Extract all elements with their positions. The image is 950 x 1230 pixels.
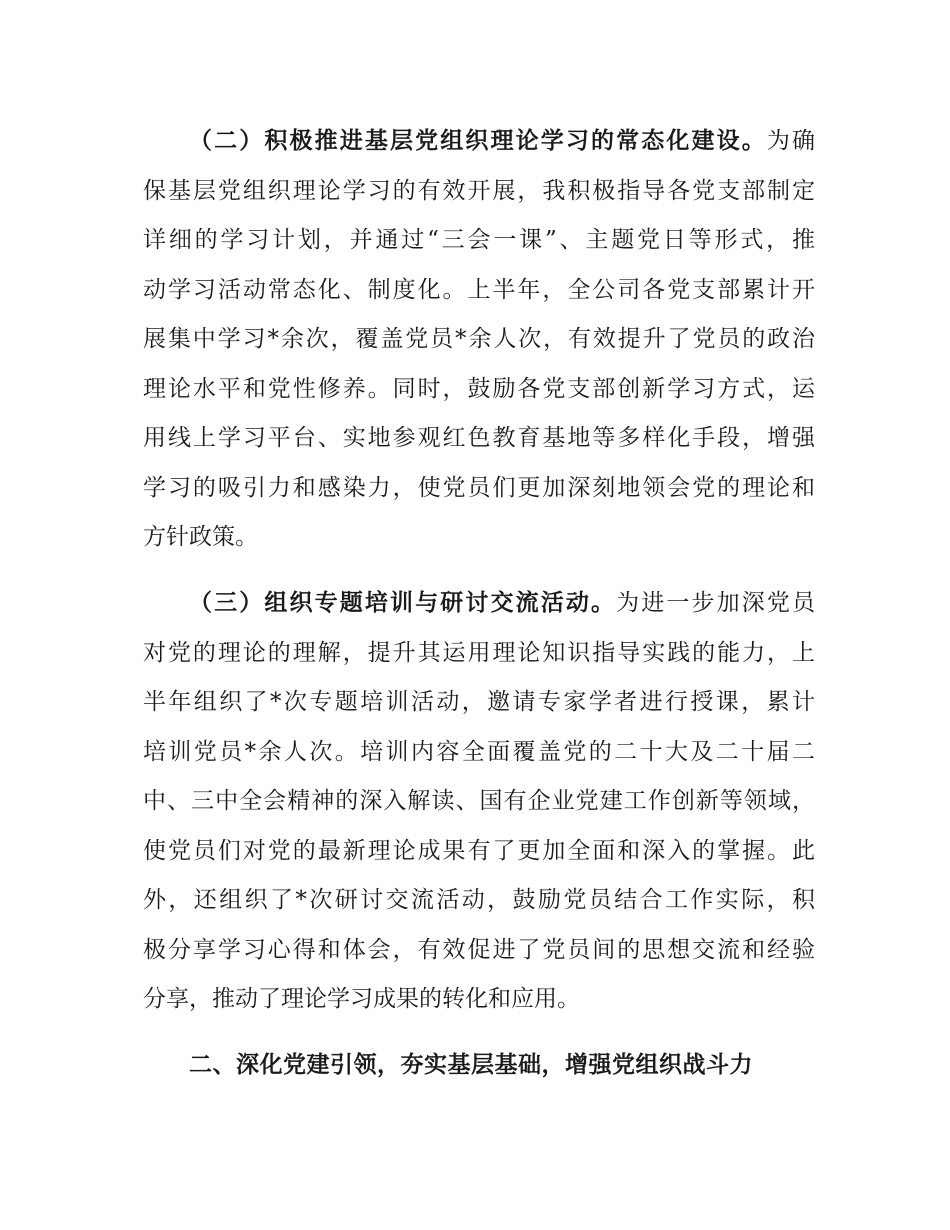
paragraph-theory-study	[143, 117, 815, 563]
paragraph-line: 外，还组织了*次研讨交流活动，鼓励党员结合工作实际，积	[143, 887, 815, 913]
paragraph-lead: （二）积极推进基层党组织理论学习的常态化建设。	[189, 128, 767, 154]
paragraph-line: 展集中学习*余次，覆盖党员*余人次，有效提升了党员的政治	[143, 326, 815, 352]
paragraph-line: 培训党员*余人次。培训内容全面覆盖党的二十大及二十届二	[143, 738, 815, 765]
paragraph-line: 中、三中全会精神的深入解读、国有企业党建工作创新等领域，	[143, 788, 815, 814]
paragraph-line: 半年组织了*次专题培训活动，邀请专家学者进行授课，累计	[143, 689, 815, 715]
paragraph-line: 分享，推动了理论学习成果的转化和应用。	[143, 986, 580, 1012]
paragraph-line: 详细的学习计划，并通过“三会一课”、主题党日等形式，推	[143, 227, 815, 253]
paragraph-line: 使党员们对党的最新理论成果有了更加全面和深入的掌握。此	[143, 837, 815, 864]
section-heading: 二、深化党建引领，夯实基层基础，增强党组织战斗力	[189, 1052, 753, 1078]
paragraph-line: 保基层党组织理论学习的有效开展，我积极指导各党支部制定	[143, 177, 815, 204]
paragraph-lead: （三）组织专题培训与研讨交流活动。	[189, 590, 617, 616]
paragraph-line: 极分享学习心得和体会，有效促进了党员间的思想交流和经验	[143, 936, 815, 963]
paragraph-line: （三）组织专题培训与研讨交流活动。为进一步加深党员	[189, 590, 815, 616]
paragraph-line: 动学习活动常态化、制度化。上半年，全公司各党支部累计开	[143, 276, 815, 303]
paragraph-line: （二）积极推进基层党组织理论学习的常态化建设。为确	[189, 128, 815, 154]
paragraph-training	[143, 579, 815, 1025]
paragraph-line: 学习的吸引力和感染力，使党员们更加深刻地领会党的理论和	[143, 474, 815, 501]
paragraph-line: 对党的理论的理解，提升其运用理论知识指导实践的能力，上	[143, 639, 815, 666]
paragraph-line: 方针政策。	[143, 524, 258, 550]
paragraph-line: 用线上学习平台、实地参观红色教育基地等多样化手段，增强	[143, 425, 815, 451]
paragraph-line: 理论水平和党性修养。同时，鼓励各党支部创新学习方式，运	[143, 375, 815, 402]
